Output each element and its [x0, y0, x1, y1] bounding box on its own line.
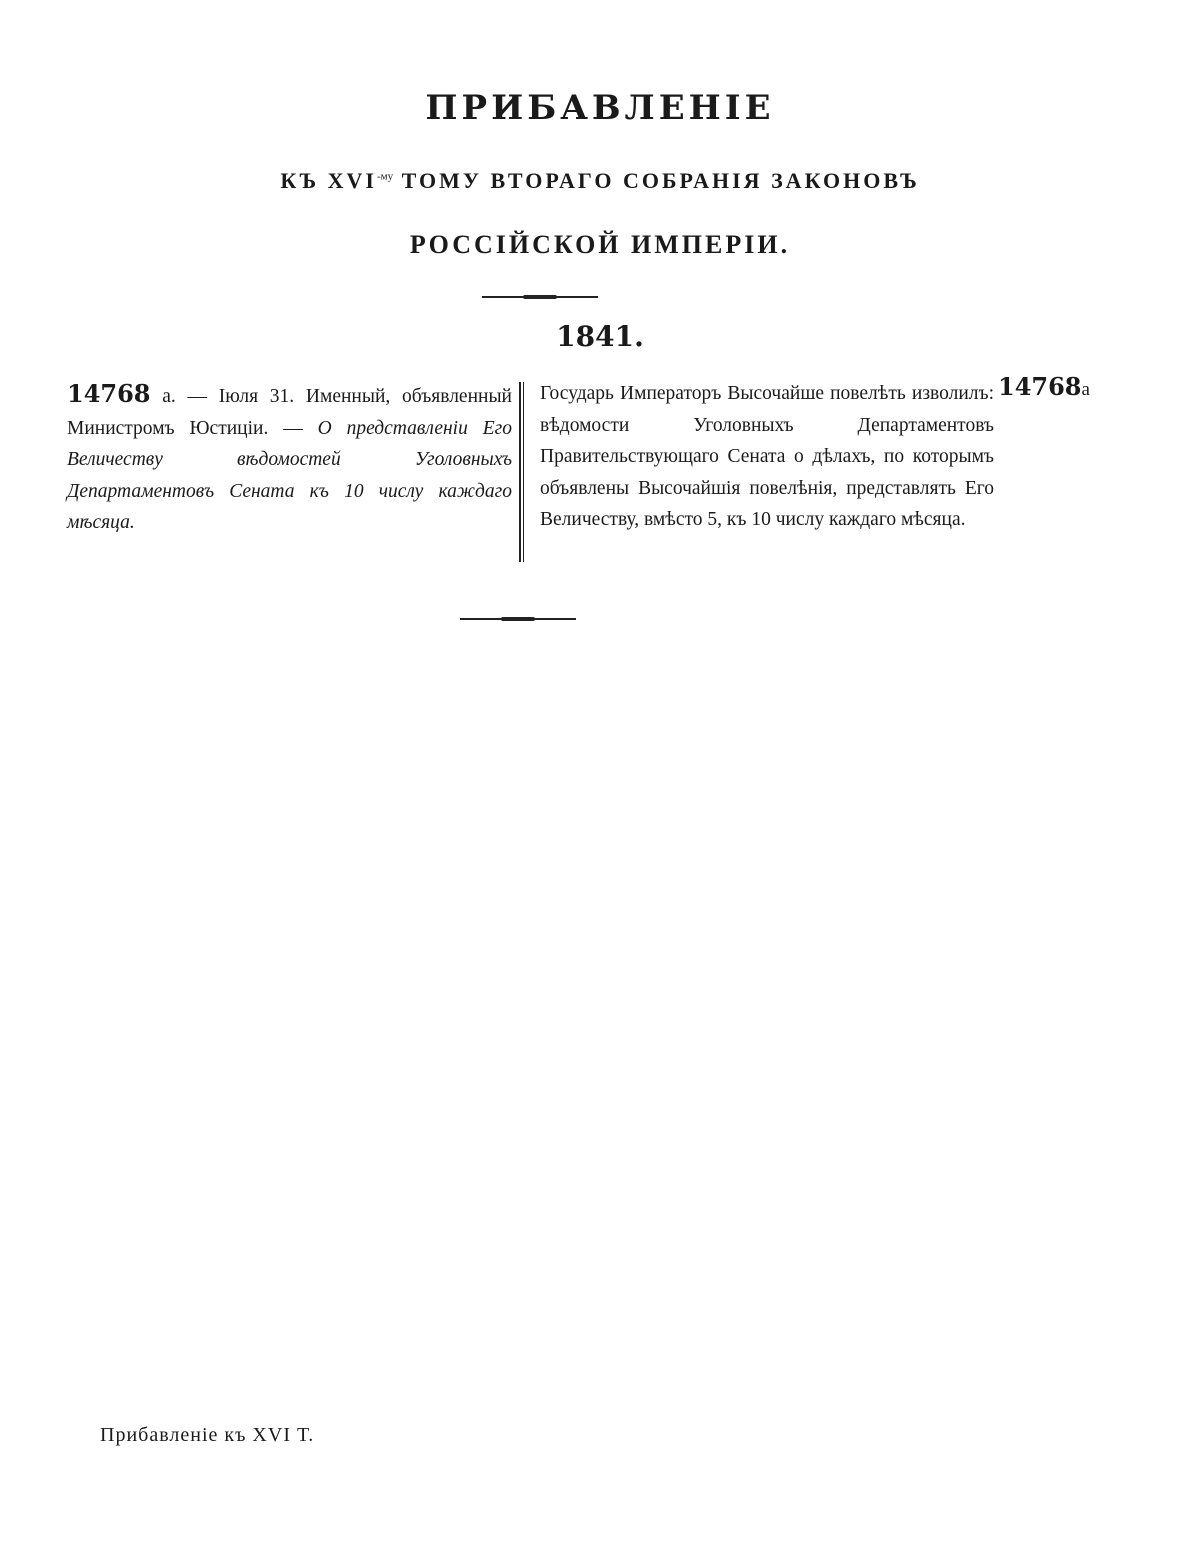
entry-text-column: Государь Императоръ Высочайше повелѣть изволилъ: вѣдомости Уголовныхъ Департаментовъ Правительствующаго Сената о дѣлахъ, по которымъ объявлены Высочайшія повелѣнія, представлять Его Величеству, вмѣсто 5, къ 10 числу каждаго мѣсяца.	[540, 383, 994, 530]
bottom-ornamental-rule	[460, 618, 576, 620]
page-footer-signature: Прибавленіе къ XVI Т.	[100, 1424, 315, 1446]
margin-entry-number	[998, 372, 1090, 401]
document-subtitle-empire: РОССІЙСКОЙ ИМПЕРІИ.	[409, 230, 791, 259]
column-divider	[519, 382, 524, 562]
document-title: ПРИБАВЛЕНІЕ	[425, 88, 775, 128]
subtitle-superscript: -му	[376, 170, 394, 183]
margin-number-suffix: а	[1081, 379, 1090, 400]
entry-number: 14768	[67, 379, 151, 408]
entry-date-info: а. — Іюля 31. Именный, объявленный Министромъ Юстиціи. —	[67, 386, 512, 439]
document-subtitle	[0, 168, 1200, 194]
subtitle-suffix: ТОМУ ВТОРАГО СОБРАНІЯ ЗАКОНОВЪ	[393, 168, 920, 193]
entry-summary: О представленіи Его Величеству вѣдомостей Уголовныхъ Департаментовъ Сената къ 10 числу каждаго мѣсяца.	[67, 417, 513, 533]
subtitle-prefix: КЪ XVI	[280, 168, 377, 193]
margin-number: 14768	[998, 372, 1082, 401]
entry-summary-column	[67, 378, 512, 539]
year-heading: 1841.	[556, 320, 644, 353]
top-ornamental-rule	[482, 296, 598, 298]
